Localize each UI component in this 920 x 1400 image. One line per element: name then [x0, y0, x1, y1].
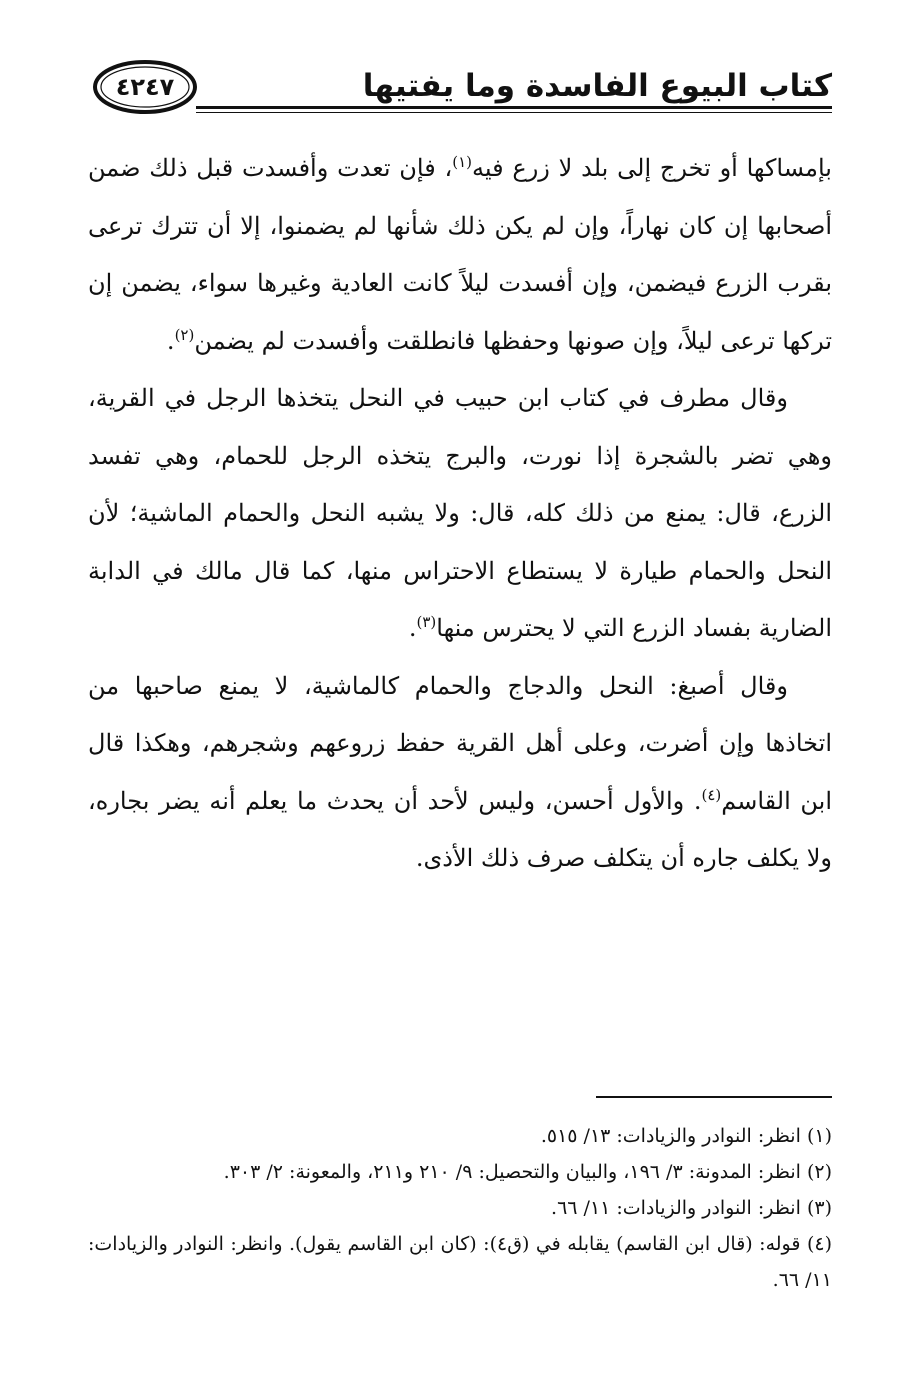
footnote	[88, 1154, 832, 1190]
paragraph	[88, 140, 832, 370]
footnote-text: انظر: النوادر والزيادات: ١٣/ ٥١٥.	[540, 1125, 801, 1147]
paragraph-text: ، فإن تعدت وأفسدت قبل ذلك ضمن أصحابها إن كان نهاراً، وإن لم يكن ذلك شأنها لم يضمنوا، إلا أن تترك ترعى بقرب الزرع فيضمن، وإن أفسدت ليلاً كانت العادية وغيرها سواء، يضمن إن تركها ترعى ليلاً، وإن صونها وحفظها فانطلقت وأفسدت لم يضمن	[88, 154, 832, 355]
paragraph-text: وقال أصبغ: النحل والدجاج والحمام كالماشية، لا يمنع صاحبها من اتخاذها وإن أضرت، وعلى أهل القرية حفظ زروعهم وشجرهم، وهكذا قال ابن القاسم	[88, 671, 833, 815]
footnote-text: انظر: المدونة: ٣/ ١٩٦، والبيان والتحصيل: ٩/ ٢١٠ و٢١١، والمعونة: ٢/ ٣٠٣.	[223, 1161, 801, 1183]
header-rule-thin	[196, 112, 832, 113]
footnote-reference: (٢)	[174, 325, 195, 344]
page-number: ٤٢٤٧	[115, 73, 175, 101]
paragraph-text: وقال مطرف في كتاب ابن حبيب في النحل يتخذها الرجل في القرية، وهي تضر بالشجرة إذا نورت، والبرج يتخذه الرجل للحمام، وهي تفسد الزرع، قال: يمنع من ذلك كله، قال: ولا يشبه النحل والحمام الماشية؛ لأن النحل والحمام طيارة لا يستطاع الاحتراس منها، كما قال مالك في الدابة الضارية بفساد الزرع التي لا يحترس منها	[88, 384, 832, 642]
header-rule	[196, 106, 832, 109]
footnote	[88, 1118, 832, 1154]
footnote-reference: (١)	[452, 153, 473, 171]
footnote-number: (٤)	[806, 1233, 832, 1255]
footnote-number: (١)	[806, 1125, 832, 1147]
page-number-badge	[92, 58, 198, 116]
body-text	[88, 140, 832, 888]
footnotes	[88, 1118, 832, 1298]
footnote-number: (٢)	[806, 1161, 832, 1183]
footnote	[88, 1190, 832, 1226]
footnote-text: انظر: النوادر والزيادات: ١١/ ٦٦.	[551, 1197, 801, 1219]
paragraph-text: بإمساكها أو تخرج إلى بلد لا زرع فيه	[472, 154, 832, 182]
paragraph-text: .	[408, 614, 417, 642]
footnote	[88, 1226, 832, 1298]
footnote-reference: (٣)	[416, 613, 437, 631]
page-header	[92, 44, 832, 114]
running-title: كتاب البيوع الفاسدة وما يفتيها	[362, 68, 832, 104]
footnote-number: (٣)	[806, 1197, 832, 1219]
paragraph-text: .	[166, 326, 175, 355]
paragraph	[88, 658, 832, 888]
footnote-separator	[596, 1096, 832, 1098]
footnote-reference: (٤)	[701, 785, 722, 804]
footnote-text: قوله: (قال ابن القاسم) يقابله في (ق٤): (كان ابن القاسم يقول). وانظر: النوادر والزيادات: ١١/ ٦٦.	[88, 1233, 832, 1291]
paragraph-text: . والأول أحسن، وليس لأحد أن يحدث ما يعلم أنه يضر بجاره، ولا يكلف جاره أن يتكلف صرف ذلك الأذى.	[88, 786, 832, 872]
paragraph	[88, 370, 832, 658]
